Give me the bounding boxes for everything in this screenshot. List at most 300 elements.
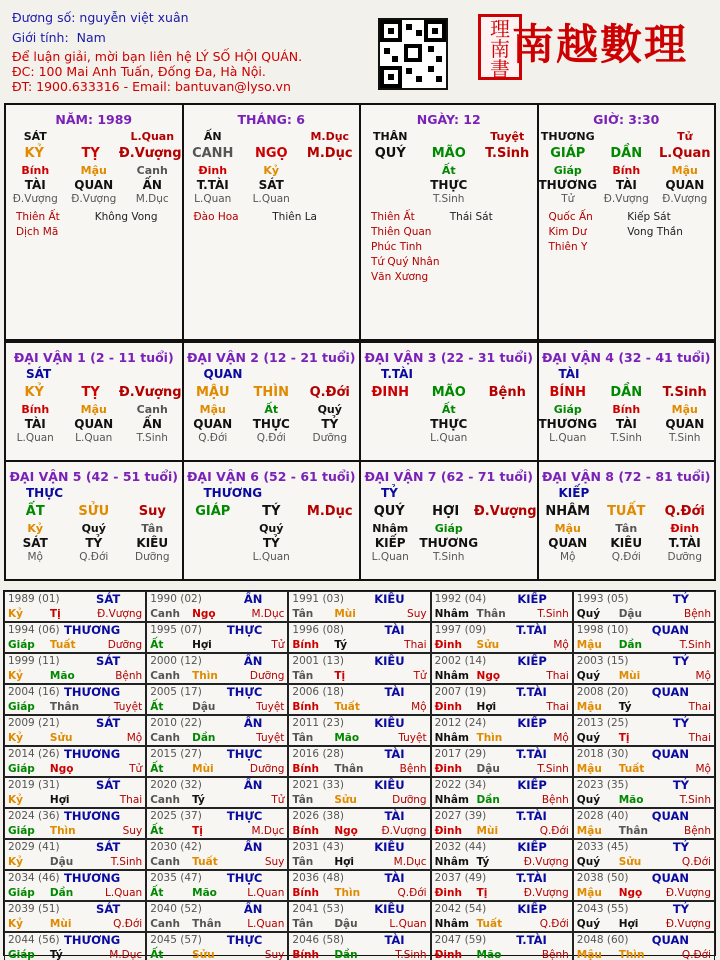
year-chi: Thìn [49, 825, 76, 837]
year-head [150, 840, 284, 855]
dai-van-god: THƯƠNG [203, 486, 263, 500]
year-god: TỶ [672, 716, 689, 730]
dai-van-sub-stems [539, 403, 715, 417]
year-cell[interactable] [4, 653, 146, 684]
year-head [292, 778, 426, 793]
year-god: KIẾP [517, 840, 547, 854]
year-state: Mộ [411, 701, 427, 713]
year-chi: Thìn [334, 887, 361, 899]
year-can: Kỷ [8, 856, 23, 868]
year-chi: Mùi [334, 608, 356, 620]
pillar-hidden-gods-cell [65, 130, 124, 144]
year-cell[interactable] [146, 622, 288, 653]
year-god: KIÊU [374, 716, 405, 730]
year-label: 1995 (07) [150, 624, 202, 636]
year-cell[interactable] [4, 901, 146, 932]
year-chi: Tị [49, 608, 61, 620]
year-can: Đinh [434, 701, 462, 713]
year-cell[interactable] [288, 591, 430, 622]
year-head [435, 592, 569, 607]
dai-van-god: QUAN [203, 367, 243, 381]
dai-van-sub-states-cell: T.Sinh [669, 432, 701, 444]
year-god: TỶ [672, 654, 689, 668]
year-cell[interactable] [288, 777, 430, 808]
year-cell[interactable] [573, 777, 715, 808]
year-head [577, 871, 711, 886]
dai-van-sub-states [6, 550, 182, 564]
year-cell[interactable] [431, 653, 573, 684]
pillar-title: NĂM: 1989 [55, 112, 133, 127]
year-god: QUAN [651, 933, 689, 947]
year-cell[interactable] [431, 777, 573, 808]
year-can: Mậu [576, 949, 602, 960]
year-stems [8, 793, 142, 807]
dai-van-cell[interactable] [538, 461, 716, 580]
year-label: 2044 (56) [8, 934, 60, 946]
year-cell[interactable] [4, 932, 146, 960]
pillar-sub-gods-cell [301, 178, 360, 192]
year-state: T.Sinh [679, 794, 711, 806]
year-chi: Ngọ [476, 670, 501, 682]
dai-van-sub-states-cell [478, 431, 537, 445]
year-god: SÁT [96, 654, 121, 668]
year-state: L.Quan [104, 887, 143, 899]
year-cell[interactable] [146, 870, 288, 901]
year-cell[interactable] [146, 591, 288, 622]
pillar-sub-states [6, 192, 182, 206]
year-cell[interactable] [288, 746, 430, 777]
dai-van-sub-stems-cell [301, 522, 360, 536]
year-cell[interactable] [573, 808, 715, 839]
year-state: Tuyệt [113, 701, 143, 713]
year-chi: Dần [334, 949, 358, 960]
year-cell[interactable] [573, 653, 715, 684]
year-cell[interactable] [288, 839, 430, 870]
year-can: Giáp [8, 639, 35, 651]
year-god: T.TÀI [516, 685, 547, 699]
pillar-hidden-gods-cell: Tuyệt [490, 130, 525, 143]
dai-van-sub-gods-cell [361, 417, 420, 431]
dai-van-sub-stems-cell: Giáp [434, 522, 463, 535]
year-cell[interactable] [146, 653, 288, 684]
pillar-stars [361, 206, 537, 285]
dai-van-sub-stems-cell: Quý [259, 522, 284, 535]
dai-van-title: ĐẠI VẬN 5 (42 - 51 tuổi) [9, 469, 179, 484]
dai-van-sub-gods-cell [478, 536, 536, 550]
year-can: Mậu [576, 701, 602, 713]
year-cell[interactable] [288, 901, 430, 932]
dai-van-cell[interactable] [360, 461, 538, 580]
year-label: 2026 (38) [292, 810, 345, 822]
dai-van-cell[interactable] [183, 342, 361, 461]
pillar-hidden-gods-cell: THƯƠNG [540, 130, 595, 143]
year-cell[interactable] [288, 684, 430, 715]
year-head [435, 840, 569, 855]
year-label: 2005 (17) [150, 686, 202, 698]
year-chi: Mùi [192, 763, 214, 775]
pillar-sub-gods-cell [478, 178, 537, 192]
year-cell[interactable] [4, 808, 146, 839]
pillar-sub-gods-cell: THƯƠNG [538, 178, 598, 192]
gender-label: Giới tính: [12, 30, 69, 45]
year-can: Bính [292, 887, 319, 899]
year-head [8, 840, 142, 855]
year-stems [292, 638, 426, 652]
dai-van-title: ĐẠI VẬN 2 (12 - 21 tuổi) [186, 350, 356, 365]
pillar-cell [5, 104, 183, 340]
year-cell[interactable] [431, 591, 573, 622]
year-state: Dưỡng [249, 670, 285, 682]
pillar-sub-gods-cell: ẤN [142, 178, 162, 192]
year-cell[interactable] [288, 622, 430, 653]
pillar-sub-states-cell: Đ.Vượng [662, 193, 708, 205]
year-can: Bính [292, 639, 319, 651]
year-stems [577, 886, 711, 900]
dai-van-sub-states [6, 431, 182, 445]
year-cell[interactable] [431, 715, 573, 746]
year-cell[interactable] [146, 684, 288, 715]
year-label: 2007 (19) [434, 686, 487, 698]
dai-van-main-cell: TỴ [81, 385, 100, 400]
pillar-hidden-gods [184, 130, 360, 144]
year-label: 1998 (10) [576, 624, 629, 636]
dai-van-sub-states-cell: L.Quan [549, 432, 587, 444]
year-can: Ất [150, 639, 164, 651]
year-cell[interactable] [573, 839, 715, 870]
year-can: Đinh [434, 639, 462, 651]
year-head [577, 809, 711, 824]
star-name: Thiên Ất [16, 211, 60, 223]
year-cell[interactable] [573, 715, 715, 746]
dai-van-sub-stems-cell: Giáp [553, 403, 582, 416]
dai-van-title: ĐẠI VẬN 1 (2 - 11 tuổi) [13, 350, 174, 365]
pillar-sub-gods-cell: T.TÀI [196, 178, 229, 192]
year-god: KIÊU [374, 592, 405, 606]
dai-van-sub-stems-cell: Kỷ [27, 522, 44, 535]
dai-van-sub-gods-cell: T.TÀI [668, 536, 701, 550]
dai-van-god: TỶ [381, 486, 398, 500]
year-label: 1991 (03) [292, 593, 345, 605]
dai-van-sub-states-cell: L.Quan [430, 432, 468, 444]
star-name [450, 225, 529, 240]
pillar-hidden-gods-cell [597, 130, 656, 144]
year-stems [8, 824, 142, 838]
year-stems [8, 948, 142, 960]
dai-van-sub-stems-cell: Tân [615, 522, 638, 535]
dai-van-sub-states-cell [301, 550, 360, 564]
year-cell[interactable] [4, 622, 146, 653]
year-can: Tân [292, 608, 314, 620]
year-chi: Tý [618, 701, 632, 713]
dai-van-cell[interactable] [538, 342, 716, 461]
dai-van-sub-states-cell: Q.Đới [79, 551, 109, 563]
dai-van-sub-gods [361, 417, 537, 431]
year-head [8, 685, 142, 700]
year-can: Nhâm [434, 608, 469, 620]
pillar-sub-stems-cell: Mậu [80, 164, 107, 177]
year-god: QUAN [651, 871, 689, 885]
year-stems [292, 607, 426, 621]
dai-van-sub-states [184, 431, 360, 445]
dai-van-title: ĐẠI VẬN 7 (62 - 71 tuổi) [364, 469, 534, 484]
year-cell[interactable] [288, 870, 430, 901]
pillar-stars [539, 206, 715, 255]
star-name [95, 225, 174, 240]
year-state: Bệnh [684, 608, 711, 620]
year-god: ẤN [243, 716, 263, 730]
dai-van-main-cell: GIÁP [195, 504, 231, 519]
year-chi: Hợi [49, 794, 70, 806]
year-god: ẤN [243, 654, 263, 668]
year-chi: Tị [334, 670, 346, 682]
dai-van-cell[interactable] [183, 461, 361, 580]
year-cell[interactable] [288, 653, 430, 684]
year-head [577, 747, 711, 762]
year-cell[interactable] [431, 684, 573, 715]
pillar-sub-gods [6, 178, 182, 192]
year-head [577, 933, 711, 948]
year-label: 2020 (32) [150, 779, 202, 791]
year-state: Mộ [695, 763, 711, 775]
year-cell[interactable] [573, 591, 715, 622]
year-cell[interactable] [146, 715, 288, 746]
year-stems [8, 731, 142, 745]
pillar-sub-states-cell [361, 192, 420, 206]
year-stems [292, 700, 426, 714]
year-chi: Tị [192, 825, 203, 837]
year-head [577, 778, 711, 793]
year-head [577, 840, 711, 855]
year-stems [435, 607, 569, 621]
year-stems [150, 638, 284, 652]
year-stems [8, 638, 142, 652]
dai-van-main-cell: TUẤT [607, 504, 646, 519]
year-stems [435, 731, 569, 745]
dai-van-title: ĐẠI VẬN 3 (22 - 31 tuổi) [364, 350, 534, 365]
year-can: Kỷ [8, 794, 23, 806]
year-cell[interactable] [4, 777, 146, 808]
year-head [150, 871, 284, 886]
dai-van-sub-gods-cell: QUAN [193, 417, 233, 431]
year-state: Tuyệt [256, 701, 285, 713]
dai-van-cell[interactable] [5, 461, 183, 580]
dai-van-sub-stems [6, 522, 182, 536]
year-head [435, 623, 569, 638]
year-cell[interactable] [573, 870, 715, 901]
year-stems [577, 793, 711, 807]
year-cell[interactable] [431, 870, 573, 901]
year-state: Mộ [126, 732, 143, 744]
year-label: 2033 (45) [576, 841, 629, 853]
dai-van-sub-stems-cell: Ất [264, 403, 279, 416]
year-state: T.Sinh [679, 639, 711, 651]
year-cell[interactable] [146, 777, 288, 808]
year-can: Ất [150, 887, 164, 899]
year-label: 2011 (23) [292, 717, 345, 729]
year-head [577, 685, 711, 700]
year-can: Quý [576, 856, 601, 868]
year-label: 1990 (02) [150, 593, 202, 605]
year-stems [8, 607, 142, 621]
pillar-sub-stems-cell: Đinh [198, 164, 228, 177]
pillar-sub-states-cell: Đ.Vượng [603, 193, 649, 205]
year-cell[interactable] [431, 746, 573, 777]
year-stems [292, 855, 426, 869]
year-cell[interactable] [4, 839, 146, 870]
year-label: 2030 (42) [150, 841, 202, 853]
year-cell[interactable] [4, 715, 146, 746]
pillar-hidden-gods-cell [420, 130, 479, 144]
star-name: Thái Sát [449, 211, 493, 223]
year-cell[interactable] [288, 808, 430, 839]
star-name: Đào Hoa [193, 211, 239, 223]
dai-van-main [361, 383, 537, 403]
year-cell[interactable] [431, 901, 573, 932]
dai-van-sub-gods-cell: THỰC [430, 417, 468, 431]
star-name: Tứ Quý Nhân [371, 256, 440, 268]
year-cell[interactable] [573, 746, 715, 777]
year-stems [577, 824, 711, 838]
year-can: Quý [576, 794, 601, 806]
pillar-main [6, 144, 182, 164]
year-can: Ất [150, 701, 164, 713]
year-stems [292, 669, 426, 683]
year-state: Dưỡng [392, 794, 427, 806]
dai-van-sub-stems-cell: Ất [441, 403, 456, 416]
year-cell[interactable] [4, 746, 146, 777]
year-state: Suy [264, 856, 285, 868]
year-cell[interactable] [288, 932, 430, 960]
year-head [150, 623, 284, 638]
year-state: Suy [264, 949, 285, 960]
year-god: SÁT [96, 592, 121, 606]
star-name: Kim Dư [548, 226, 587, 238]
year-stems [150, 700, 284, 714]
pillar-sub-states [361, 192, 537, 206]
year-chi: Ngọ [192, 608, 216, 620]
year-head [292, 871, 426, 886]
dai-van-sub-stems-cell: Mậu [199, 403, 226, 416]
dai-van-sub-gods-cell: KIẾP [374, 536, 406, 550]
year-cell[interactable] [4, 591, 146, 622]
pillar-sub-states-cell [478, 192, 537, 206]
pillar-stars [184, 206, 360, 225]
year-cell[interactable] [146, 808, 288, 839]
pillar-sub-gods-cell: SÁT [258, 178, 284, 192]
year-head [435, 685, 569, 700]
year-cell[interactable] [146, 901, 288, 932]
dai-van-cell[interactable] [360, 342, 538, 461]
year-can: Canh [150, 732, 180, 744]
year-chi: Tị [618, 732, 630, 744]
year-head [8, 809, 142, 824]
year-cell[interactable] [573, 932, 715, 960]
year-head [8, 871, 142, 886]
year-cell[interactable] [4, 684, 146, 715]
year-cell[interactable] [431, 932, 573, 960]
year-stems [435, 948, 569, 960]
year-head [8, 747, 142, 762]
year-state: Tử [413, 670, 427, 682]
year-god: THƯƠNG [64, 933, 121, 947]
year-stems [292, 948, 426, 960]
dai-van-sub-stems-cell [361, 403, 420, 417]
pillar-sub-stems-cell: Ất [441, 164, 456, 177]
year-label: 2018 (30) [576, 748, 629, 760]
qr-code-icon[interactable] [378, 18, 448, 90]
year-god: ẤN [243, 592, 263, 606]
year-label: 2023 (35) [576, 779, 629, 791]
year-state: Đ.Vượng [381, 825, 427, 837]
year-head [292, 933, 426, 948]
year-chi: Sửu [49, 732, 73, 744]
year-stems [435, 917, 569, 931]
dai-van-sub-states-cell: L.Quan [75, 432, 113, 444]
year-state: Thai [688, 732, 711, 744]
year-state: Dưỡng [249, 763, 285, 775]
year-god: KIÊU [374, 840, 405, 854]
year-cell[interactable] [431, 839, 573, 870]
year-state: Tử [271, 639, 285, 651]
year-label: 2029 (41) [8, 841, 60, 853]
star-name [627, 240, 706, 255]
pillar-sub-states-cell: Đ.Vượng [12, 193, 58, 205]
star-name [450, 270, 529, 285]
phone-email[interactable]: ĐT: 1900.633316 - Email: bantuvan@lyso.vn [12, 79, 291, 94]
year-chi: Sửu [334, 794, 357, 806]
year-can: Canh [150, 608, 180, 620]
year-state: Đ.Vượng [665, 887, 711, 899]
star-name: Không Vong [94, 211, 158, 223]
year-label: 2002 (14) [434, 655, 487, 667]
year-cell[interactable] [431, 808, 573, 839]
year-cell[interactable] [431, 622, 573, 653]
year-label: 1994 (06) [8, 624, 60, 636]
year-head [150, 778, 284, 793]
year-chi: Ngọ [618, 887, 643, 899]
year-cell[interactable] [288, 715, 430, 746]
year-chi: Thân [618, 825, 648, 837]
dai-van-sub-gods [539, 536, 715, 550]
pillar-main [539, 144, 715, 164]
year-god: THƯƠNG [64, 871, 121, 885]
year-can: Bính [292, 701, 319, 713]
year-cell[interactable] [146, 932, 288, 960]
year-label: 2013 (25) [576, 717, 629, 729]
year-cell[interactable] [573, 622, 715, 653]
year-stems [577, 948, 711, 960]
year-can: Kỷ [8, 918, 23, 930]
pillar-hidden-gods [6, 130, 182, 144]
year-cell[interactable] [146, 839, 288, 870]
year-chi: Dần [618, 639, 642, 651]
year-state: Q.Đới [539, 825, 569, 837]
year-cell[interactable] [146, 746, 288, 777]
year-cell[interactable] [573, 901, 715, 932]
year-chi: Tuất [476, 918, 503, 930]
year-state: T.Sinh [395, 949, 427, 960]
year-god: SÁT [96, 840, 121, 854]
year-can: Canh [150, 856, 180, 868]
year-cell[interactable] [4, 870, 146, 901]
year-can: Tân [292, 670, 314, 682]
year-state: M.Dục [251, 608, 285, 620]
year-cell[interactable] [573, 684, 715, 715]
year-god: THƯƠNG [64, 747, 121, 761]
dai-van-main-cell: MÃO [431, 385, 466, 400]
dai-van-cell[interactable] [5, 342, 183, 461]
year-state: L.Quan [247, 887, 285, 899]
